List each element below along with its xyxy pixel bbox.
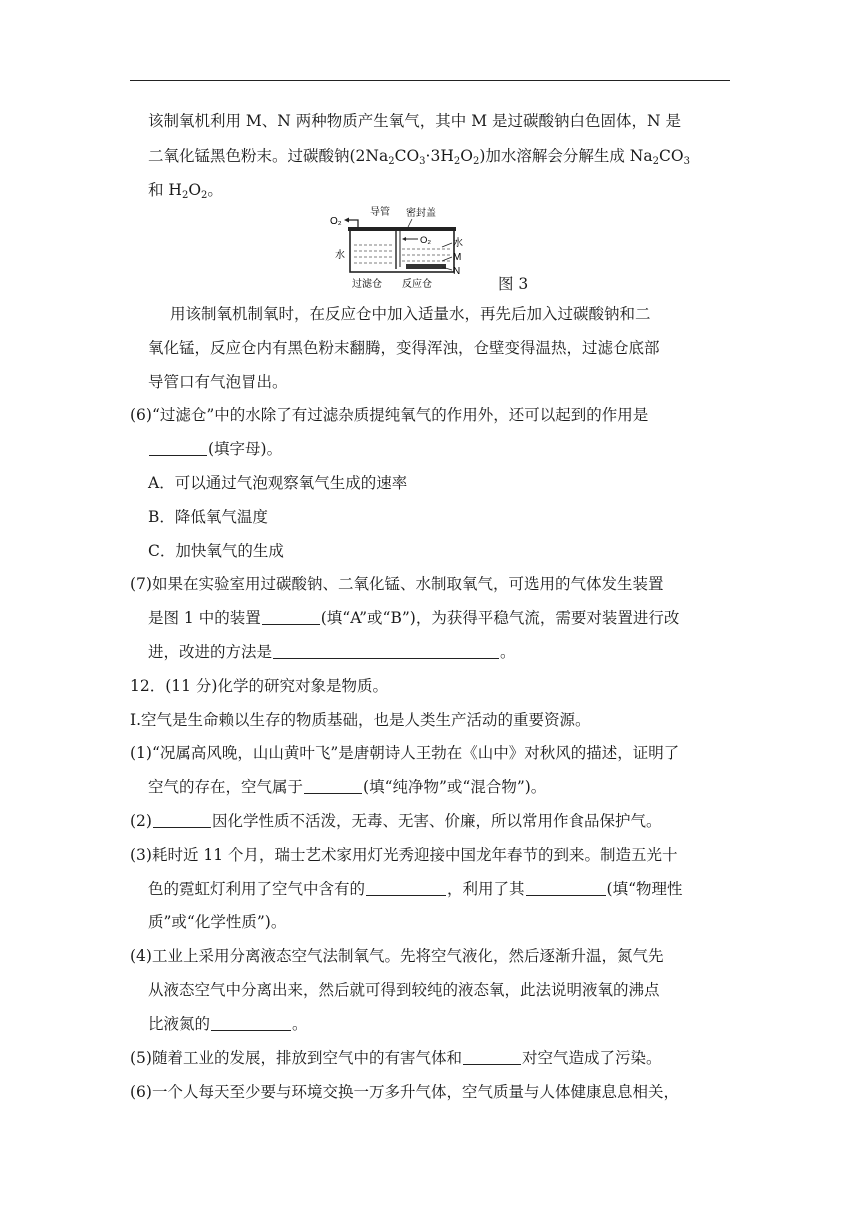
q12-s1-blank[interactable]: [304, 778, 362, 794]
q12-s4-line-2: 从液态空气中分离出来，然后就可得到较纯的液态氧，此法说明液氧的沸点: [148, 981, 660, 999]
oxygen-generator-diagram: [330, 203, 470, 291]
q12-s2: (2) 因化学性质不活泼，无毒、无害、价廉，所以常用作食品保护气。: [130, 812, 662, 830]
procedure-line-1: 用该制氧机制氧时，在反应仓中加入适量水，再先后加入过碳酸钠和二: [170, 305, 651, 323]
outlet-pipe: [348, 220, 358, 227]
figure-caption: 图 3: [498, 275, 529, 293]
q6-option-a: A．可以通过气泡观察氧气生成的速率: [148, 474, 408, 492]
q6-line-1: (6)“过滤仓”中的水除了有过滤杂质提纯氧气的作用外，还可以起到的作用是: [130, 406, 649, 424]
q7-device-blank[interactable]: [262, 609, 320, 625]
leader-water: [442, 243, 452, 247]
procedure-line-2: 氧化锰，反应仓内有黑色粉末翻腾，变得浑浊，仓壁变得温热，过滤仓底部: [148, 339, 660, 357]
label-water-left: 水: [335, 250, 345, 261]
label-n: N: [453, 266, 461, 277]
q7-method-blank[interactable]: [273, 643, 499, 659]
label-filter-chamber: 过滤仓: [352, 279, 382, 290]
q7-line-1: (7)如果在实验室用过碳酸钠、二氧化锰、水制取氧气，可选用的气体发生装置: [130, 575, 664, 593]
q7-line-3: 进，改进的方法是 。: [148, 643, 516, 661]
q12-s2-blank[interactable]: [153, 812, 211, 828]
q6-line-2: (填字母)。: [148, 439, 282, 459]
o2-arrow-icon: [344, 218, 349, 223]
q12-s5-blank[interactable]: [463, 1049, 521, 1065]
q12-s1-line-1: (1)“况属高风晚，山山黄叶飞”是唐朝诗人王勃在《山中》对秋风的描述，证明了: [130, 744, 680, 762]
water-left-lines: [354, 245, 393, 263]
intro-line-1: 该制氧机利用 M、N 两种物质产生氧气，其中 M 是过碳酸钠白色固体，N 是: [148, 112, 682, 130]
label-reaction-chamber: 反应仓: [402, 279, 432, 290]
sealed-lid: [348, 227, 456, 231]
q6-option-c: C．加快氧气的生成: [148, 542, 284, 560]
q12-s5: (5)随着工业的发展，排放到空气中的有害气体和 对空气造成了污染。: [130, 1049, 662, 1067]
q12-s3-line-3: 质”或“化学性质”)。: [148, 913, 287, 931]
q7-line-2: 是图 1 中的装置 (填“A”或“B”)，为获得平稳气流，需要对装置进行改: [148, 609, 680, 627]
intro-line-2: 二氧化锰黑色粉末。过碳酸钠$(2Na_2CO_3\cdot 3H_2O_2)$加水溶解会分解生成 $Na_2CO_3$: [148, 147, 690, 167]
water-right-lines: [402, 249, 450, 261]
q12-s4-blank[interactable]: [211, 1015, 291, 1031]
label-m: M: [453, 252, 462, 263]
leader-m: [442, 257, 452, 261]
q6-option-b: B．降低氧气温度: [148, 508, 268, 526]
label-o2-out: O₂: [330, 216, 342, 227]
q12-s3-line-2: 色的霓虹灯利用了空气中含有的 ，利用了其 (填“物理性: [148, 880, 683, 898]
q6-answer-blank[interactable]: [149, 440, 207, 456]
q12-heading: 12．(11 分)化学的研究对象是物质。: [130, 677, 388, 695]
mn-deposit: [406, 264, 446, 269]
label-pipe: 导管: [370, 207, 390, 218]
q12-s3-blank-1[interactable]: [366, 880, 446, 896]
inner-arrow-icon: [402, 237, 406, 241]
leader-lid: [408, 219, 412, 227]
q12-s6-line-1: (6)一个人每天至少要与环境交换一万多升气体，空气质量与人体健康息息相关，: [130, 1083, 679, 1101]
q12-s4-line-3: 比液氮的 。: [148, 1015, 308, 1033]
q12-s3-line-1: (3)耗时近 11 个月，瑞士艺术家用灯光秀迎接中国龙年春节的到来。制造五光十: [130, 846, 678, 864]
q12-s1-line-2: 空气的存在，空气属于 (填“纯净物”或“混合物”)。: [148, 778, 547, 796]
q12-part1: Ⅰ.空气是生命赖以生存的物质基础，也是人类生产活动的重要资源。: [130, 711, 591, 729]
q12-s3-blank-2[interactable]: [526, 880, 606, 896]
label-water-right: 水: [453, 238, 463, 249]
label-o2-inner: O₂: [420, 235, 432, 246]
procedure-line-3: 导管口有气泡冒出。: [148, 373, 288, 391]
label-lid: 密封盖: [406, 208, 436, 219]
intro-line-3: 和 $H_2O_2$。: [148, 181, 223, 201]
q12-s4-line-1: (4)工业上采用分离液态空气法制氧气。先将空气液化，然后逐渐升温，氮气先: [130, 947, 664, 965]
top-rule: [130, 80, 730, 81]
